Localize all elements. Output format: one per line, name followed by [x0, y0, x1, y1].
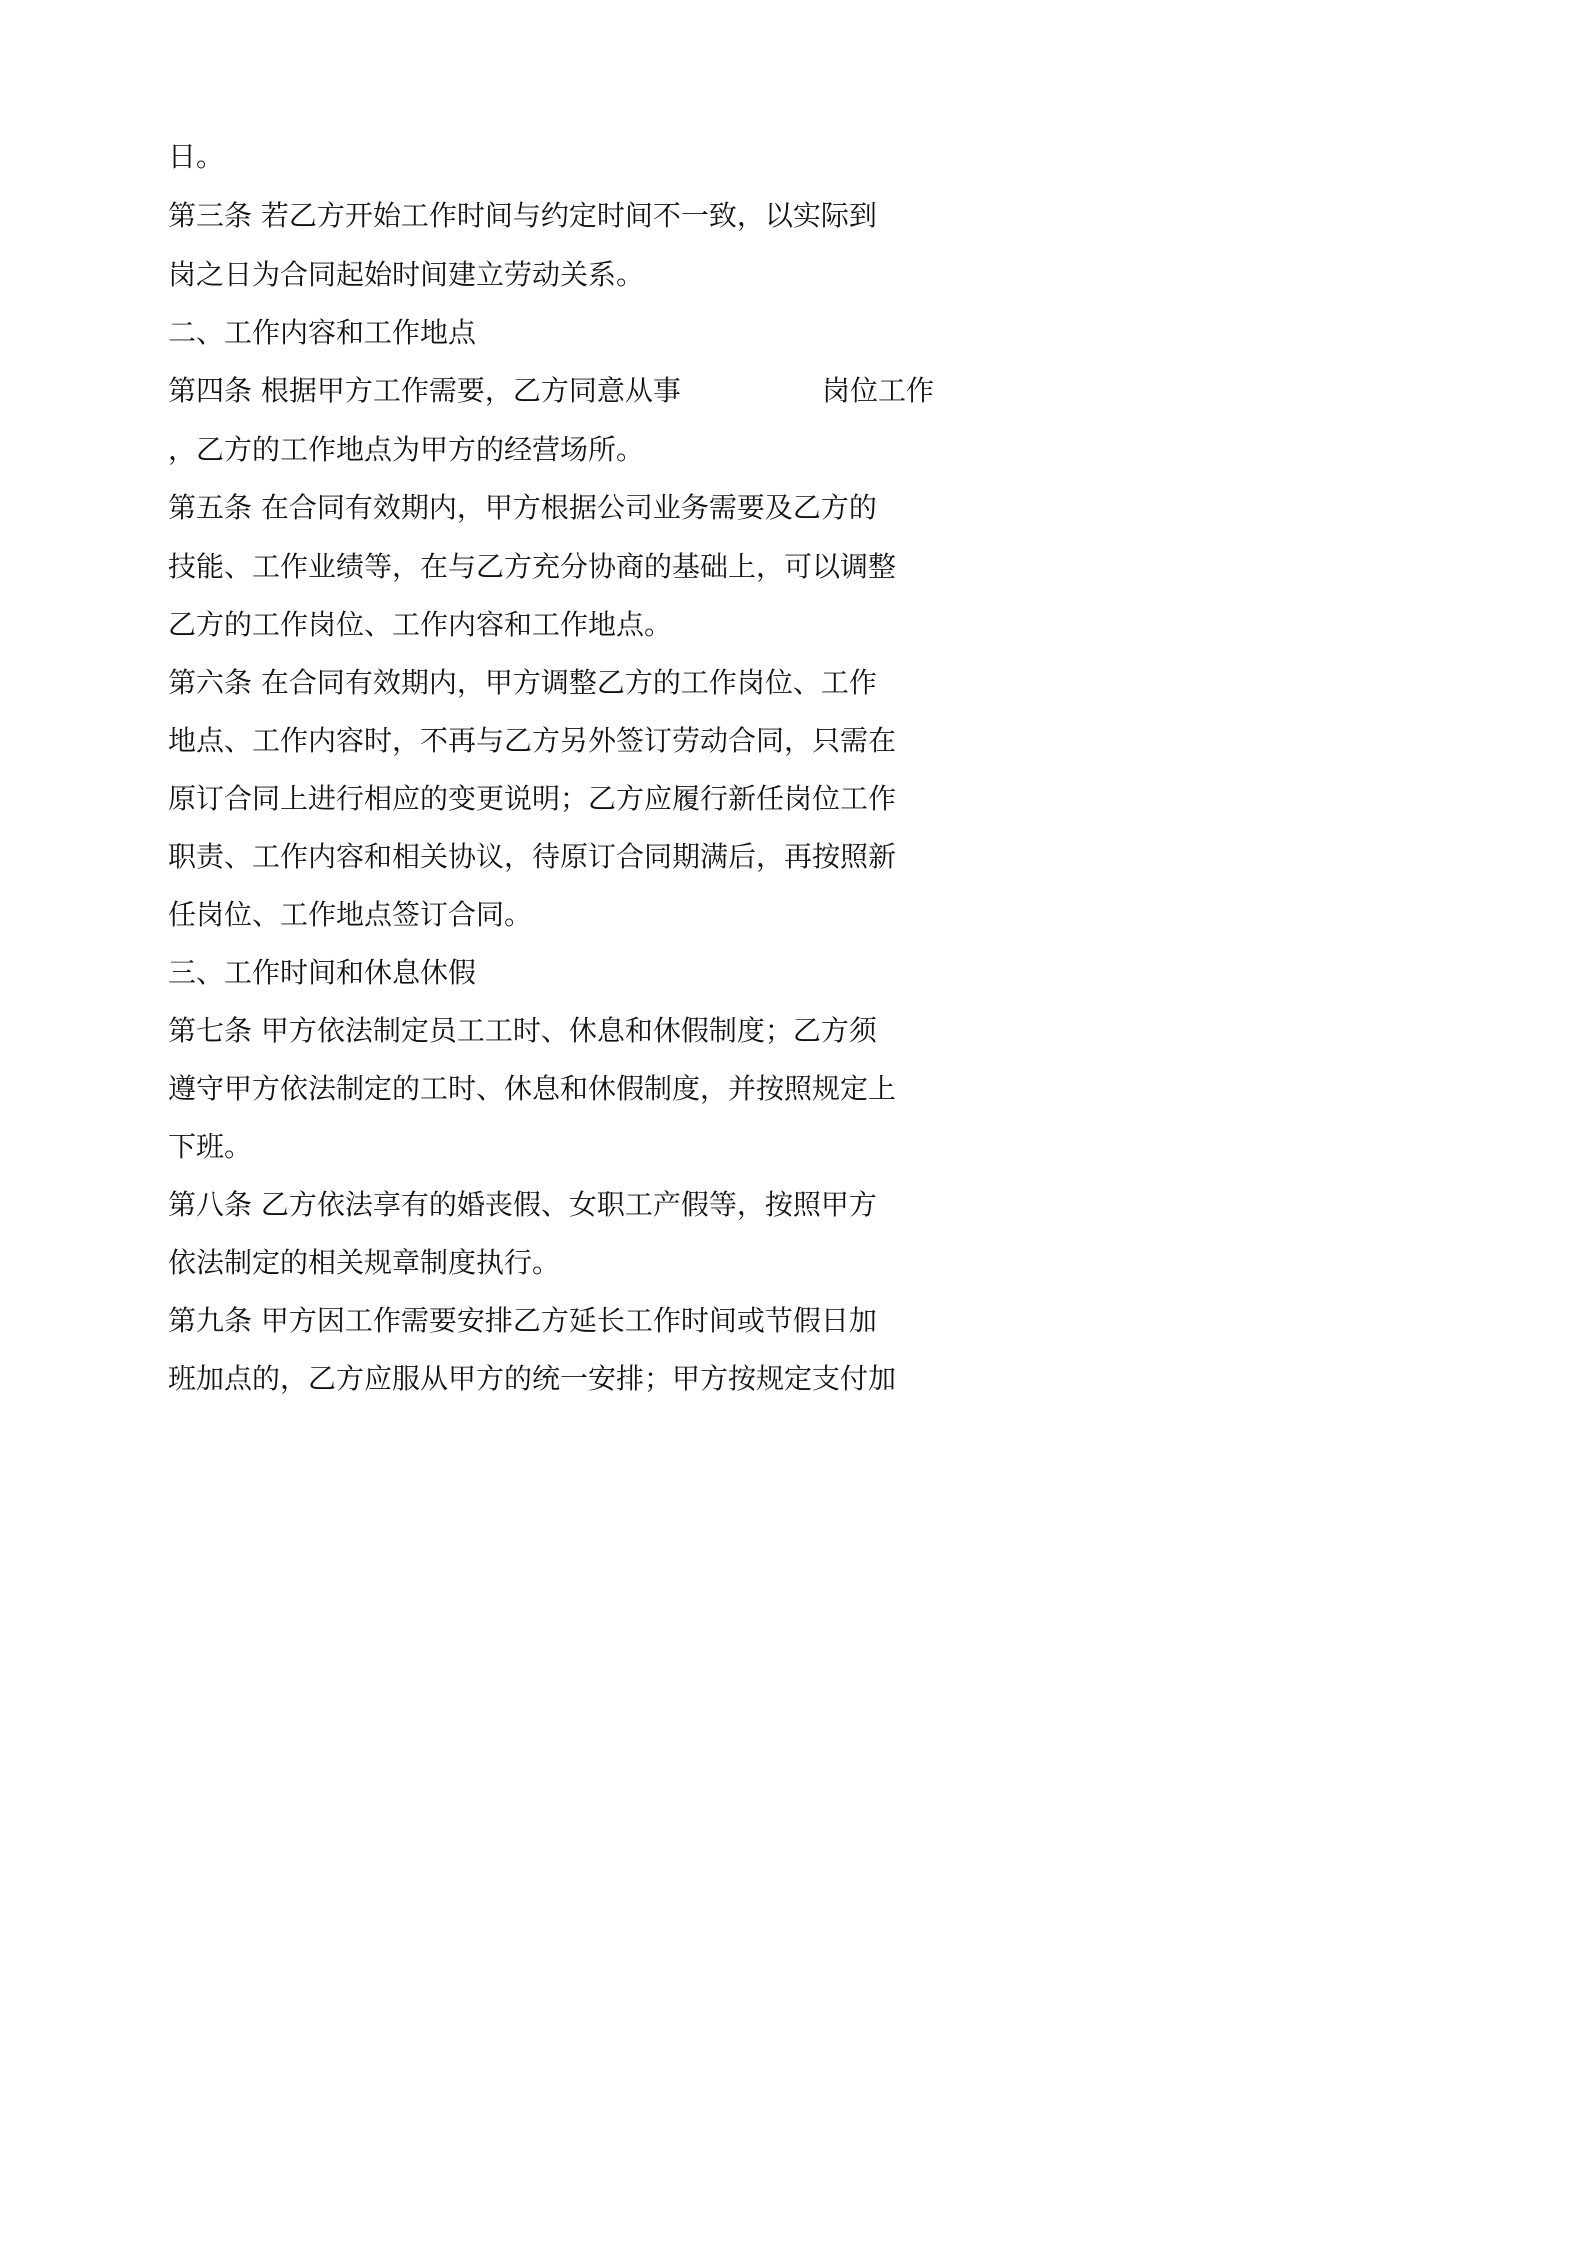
- text-line: 第六条 在合同有效期内，甲方调整乙方的工作岗位、工作: [168, 666, 877, 699]
- text-line: 第四条 根据甲方工作需要，乙方同意从事: [168, 374, 681, 407]
- text-line: 下班。: [168, 1130, 253, 1163]
- document-page: [0, 0, 1102, 1560]
- section-heading: 三、工作时间和休息休假: [168, 956, 477, 989]
- text-line: 地点、工作内容时，不再与乙方另外签订劳动合同，只需在: [168, 724, 897, 757]
- article-3-line-1: [168, 196, 940, 236]
- text-line: 岗之日为合同起始时间建立劳动关系。: [168, 258, 645, 291]
- text-line: 第八条 乙方依法享有的婚丧假、女职工产假等，按照甲方: [168, 1188, 877, 1221]
- text-line: 第三条 若乙方开始工作时间与约定时间不一致，以实际到: [168, 199, 877, 232]
- text-line: 第九条 甲方因工作需要安排乙方延长工作时间或节假日加: [168, 1304, 877, 1337]
- text-line: 依法制定的相关规章制度执行。: [168, 1246, 561, 1279]
- text-line: 第五条 在合同有效期内，甲方根据公司业务需要及乙方的: [168, 491, 877, 524]
- text-line: 技能、工作业绩等，在与乙方充分协商的基础上，可以调整: [168, 550, 897, 583]
- blank-position-suffix: 岗位工作: [822, 374, 935, 407]
- text-line: 原订合同上进行相应的变更说明；乙方应履行新任岗位工作: [168, 782, 897, 815]
- text-line: 职责、工作内容和相关协议，待原订合同期满后，再按照新: [168, 840, 897, 873]
- text-line: 日。: [168, 140, 225, 173]
- text-line: 遵守甲方依法制定的工时、休息和休假制度，并按照规定上: [168, 1072, 897, 1105]
- article-4-line-1: [168, 371, 940, 411]
- text-line: 班加点的，乙方应服从甲方的统一安排；甲方按规定支付加: [168, 1362, 897, 1395]
- text-line: 任岗位、工作地点签订合同。: [168, 898, 533, 931]
- text-line: 第七条 甲方依法制定员工工时、休息和休假制度；乙方须: [168, 1014, 877, 1047]
- section-heading: 二、工作内容和工作地点: [168, 316, 477, 349]
- text-line: 乙方的工作岗位、工作内容和工作地点。: [168, 608, 673, 641]
- text-line: ，乙方的工作地点为甲方的经营场所。: [168, 433, 645, 466]
